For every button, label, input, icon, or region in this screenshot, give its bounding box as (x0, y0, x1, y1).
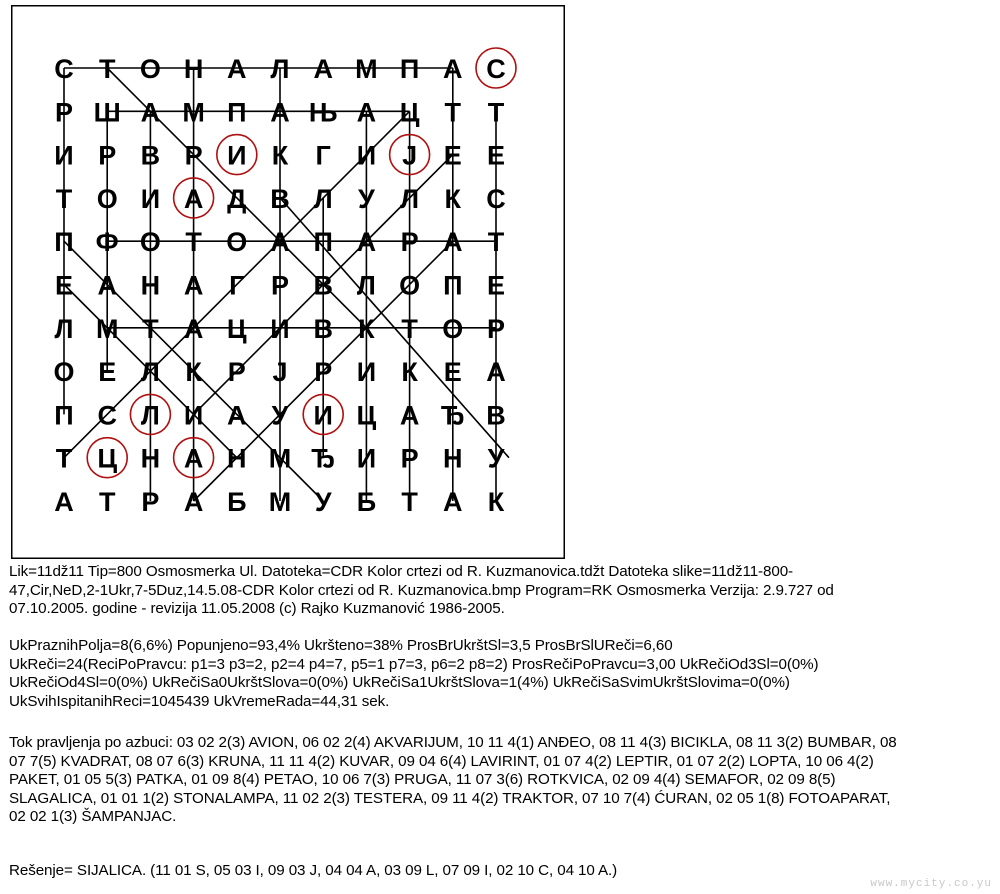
grid-letter: Р (486, 313, 506, 344)
grid-letter: В (270, 183, 290, 214)
grid-letter: У (271, 400, 289, 431)
grid-letter: У (487, 443, 505, 474)
grid-letter: А (183, 443, 204, 474)
grid-letter: Е (443, 357, 462, 388)
grid-letter: М (95, 313, 119, 344)
grid-letter: Р (400, 443, 419, 474)
grid-letter: С (54, 54, 74, 84)
grid-letter: Л (270, 54, 290, 84)
grid-letter: Н (140, 443, 161, 474)
grid-letter: Ц (399, 97, 420, 128)
grid-letter: Њ (308, 97, 338, 128)
grid-letter: Т (487, 97, 505, 128)
grid-letter: К (401, 357, 418, 388)
grid-letter: Т (98, 487, 116, 517)
grid-letter: А (270, 97, 290, 128)
grid-letter: О (139, 227, 161, 258)
grid-letter: Г (315, 140, 331, 171)
grid-letter: О (442, 313, 464, 344)
grid-letter: Е (98, 357, 117, 388)
grid-letter: П (399, 54, 420, 84)
solution-line: Rešenje= SIJALICA. (11 01 S, 05 03 I, 09 03 J, 04 04 A, 03 09 L, 07 09 I, 02 10 C, 04 10 A.) (9, 862, 618, 879)
grid-letter: Т (487, 227, 505, 258)
grid-letter: А (443, 227, 463, 258)
grid-letter: Т (401, 313, 418, 344)
grid-letter: Е (486, 140, 506, 171)
stats-line: UkRečiOd4Sl=0(0%) UkRečiSa0UkrštSlova=0(0%) UkRečiSa1UkrštSlova=1(4%) UkRečiSaSvimUkrštSlovima=0(0%) (9, 674, 790, 692)
grid-letter: Р (227, 357, 246, 388)
grid-letter: Т (401, 487, 418, 517)
grid-letter: Н (443, 443, 463, 474)
grid-letter: А (183, 313, 204, 344)
grid-letter: И (227, 140, 247, 171)
grid-letter: А (97, 270, 117, 301)
word-order-list (9, 734, 994, 827)
grid-letter: О (399, 270, 421, 301)
grid-letter: Р (314, 357, 333, 388)
grid-letter: В (140, 140, 161, 171)
grid-letter: Ј (272, 357, 288, 388)
grid-letter: Ђ (440, 400, 465, 431)
grid-letter: Н (140, 270, 161, 301)
grid-letter: В (486, 400, 506, 431)
grid-letter: Р (98, 140, 117, 171)
grid-letter: К (358, 313, 375, 344)
order-line: SLAGALICA, 01 01 1(2) STONALAMPA, 11 02 2(3) TESTERA, 09 11 4(2) TRAKTOR, 07 10 7(4) ĆURAN, 02 05 1(8) FOTOAPARAT, (9, 789, 891, 807)
grid-letter: Л (313, 183, 333, 214)
grid-letter: А (443, 54, 463, 84)
grid-letter: Н (227, 443, 247, 474)
grid-letter: У (314, 487, 332, 517)
grid-letter: М (182, 97, 205, 128)
program-info (9, 563, 989, 619)
grid-letter: А (486, 357, 506, 388)
watermark: www.mycity.co.yu (870, 878, 992, 890)
grid-letter: Л (54, 313, 74, 344)
grid-letter: Р (141, 487, 160, 517)
solution-text (9, 862, 909, 881)
grid-letter: Г (229, 270, 245, 301)
grid-letter: С (486, 183, 506, 214)
grid-letter: Т (444, 97, 462, 128)
grid-letter: А (227, 400, 247, 431)
grid-letter: В (313, 313, 333, 344)
grid-letter: П (227, 97, 247, 128)
grid-letter: А (54, 487, 74, 517)
grid-letter: И (356, 443, 377, 474)
grid-letter: И (183, 400, 204, 431)
grid-letter: А (443, 487, 463, 517)
grid-letter: Ш (93, 97, 121, 128)
grid-letter: Т (185, 227, 202, 258)
grid-letter: П (54, 400, 74, 431)
grid-letter: С (97, 400, 117, 431)
grid-letter: Ј (402, 140, 418, 171)
grid-letter: Д (227, 183, 247, 214)
grid-letter: Т (98, 54, 116, 84)
stats-line: UkReči=24(ReciPoPravcu: p1=3 p3=2, p2=4 p4=7, p5=1 p7=3, p6=2 p8=2) ProsRečiPoPravcu=3,00 UkRečiOd3Sl=0(0%) (9, 655, 819, 673)
stats-line: UkPraznihPolja=8(6,6%) Popunjeno=93,4% Ukršteno=38% ProsBrUkrštSl=3,5 ProsBrSlUReči=6,60 (9, 637, 673, 654)
order-line: 07 7(5) KVADRAT, 08 07 6(3) KRUNA, 11 11 4(2) KUVAR, 09 04 6(4) LAVIRINT, 01 07 4(2) LEPTIR, 01 07 2(2) LOPTA, 10 06 4(2) (9, 752, 874, 770)
grid-letter: А (270, 227, 290, 258)
grid-letter: У (358, 183, 375, 214)
grid-letter: И (313, 400, 333, 431)
order-line: Tok pravljenja po azbuci: 03 02 2(3) AVION, 06 02 2(4) AKVARIJUM, 10 11 4(1) ANĐEO, 08 11 4(3) BICIKLA, 08 11 3(2) BUMBAR, 08 (9, 734, 897, 751)
grid-letter: Р (400, 227, 419, 258)
grid-letter: С (486, 54, 506, 84)
grid-letter: К (271, 140, 289, 171)
stats-line: UkSvihIspitanihReci=1045439 UkVremeRada=44,31 sek. (9, 692, 390, 710)
statistics (9, 637, 994, 711)
grid-letter: В (313, 270, 333, 301)
grid-letter: А (183, 487, 204, 517)
grid-letter: О (96, 183, 118, 214)
grid-letter: Ц (97, 443, 118, 474)
grid-letter: Л (140, 357, 160, 388)
grid-letter: И (270, 313, 290, 344)
grid-letter: А (313, 54, 333, 84)
grid-letter: К (444, 183, 462, 214)
grid-letter: Е (443, 140, 462, 171)
info-line: 07.10.2005. godine - revizija 11.05.2008 (c) Rajko Kuzmanović 1986-2005. (9, 600, 505, 618)
grid-letter: Н (183, 54, 204, 84)
grid-letter: П (54, 227, 74, 258)
grid-letter: О (139, 54, 161, 84)
info-line: 47,Cir,NeD,2-1Ukr,7-5Duz,14.5.08-CDR Kolor crtezi od R. Kuzmanovica.bmp Program=RK Osmosmerka Verzija: 2.9.727 od (9, 581, 834, 599)
grid-letter: П (443, 270, 463, 301)
grid-letter: Ф (95, 227, 119, 258)
grid-letter: Е (54, 270, 74, 301)
grid-letter: Т (55, 443, 73, 474)
grid-letter: А (183, 270, 204, 301)
grid-letter: Т (55, 183, 73, 214)
grid-letter: М (268, 443, 292, 474)
grid-letter: Л (140, 400, 160, 431)
grid-letter: А (183, 183, 204, 214)
info-line: Lik=11dž11 Tip=800 Osmosmerka Ul. Datoteka=CDR Kolor crtezi od R. Kuzmanovica.tdžt Datoteka slike=11dž11-800- (9, 563, 794, 580)
grid-letter: И (54, 140, 74, 171)
grid-letter: Ђ (311, 443, 336, 474)
grid-letter: К (487, 487, 505, 517)
word-search-puzzle (11, 5, 565, 559)
grid-letter: Р (54, 97, 74, 128)
grid-letter: М (355, 54, 378, 84)
order-line: 02 02 1(3) ŠAMPANJAC. (9, 808, 177, 826)
grid-letter: Т (142, 313, 159, 344)
grid-letter: А (227, 54, 247, 84)
grid-letter: О (53, 357, 75, 388)
grid-letter: О (226, 227, 248, 258)
grid-letter: Л (400, 183, 420, 214)
grid-letter: А (140, 97, 161, 128)
order-line: PAKET, 01 05 5(3) PATKA, 01 09 8(4) PETAO, 10 06 7(3) PRUGA, 11 07 3(6) ROTKVICA, 02 09 4(4) SEMAFOR, 02 09 8(5) (9, 771, 836, 789)
grid-letter: А (356, 97, 377, 128)
grid-letter: К (185, 357, 202, 388)
grid-letter: Ц (226, 313, 247, 344)
grid-letter: Р (270, 270, 290, 301)
grid-letter: А (356, 227, 377, 258)
grid-letter: И (140, 183, 161, 214)
grid-letter: Р (184, 140, 203, 171)
grid-letter: Ц (356, 400, 377, 431)
grid-letter: Е (486, 270, 506, 301)
grid-letter: Б (227, 487, 247, 517)
grid-letter: П (313, 227, 333, 258)
grid-letter: М (268, 487, 292, 517)
grid-letter: И (356, 357, 377, 388)
grid-letter: И (356, 140, 377, 171)
grid-letter: Л (356, 270, 376, 301)
grid-letter: Б (356, 487, 377, 517)
grid-letter: А (399, 400, 420, 431)
